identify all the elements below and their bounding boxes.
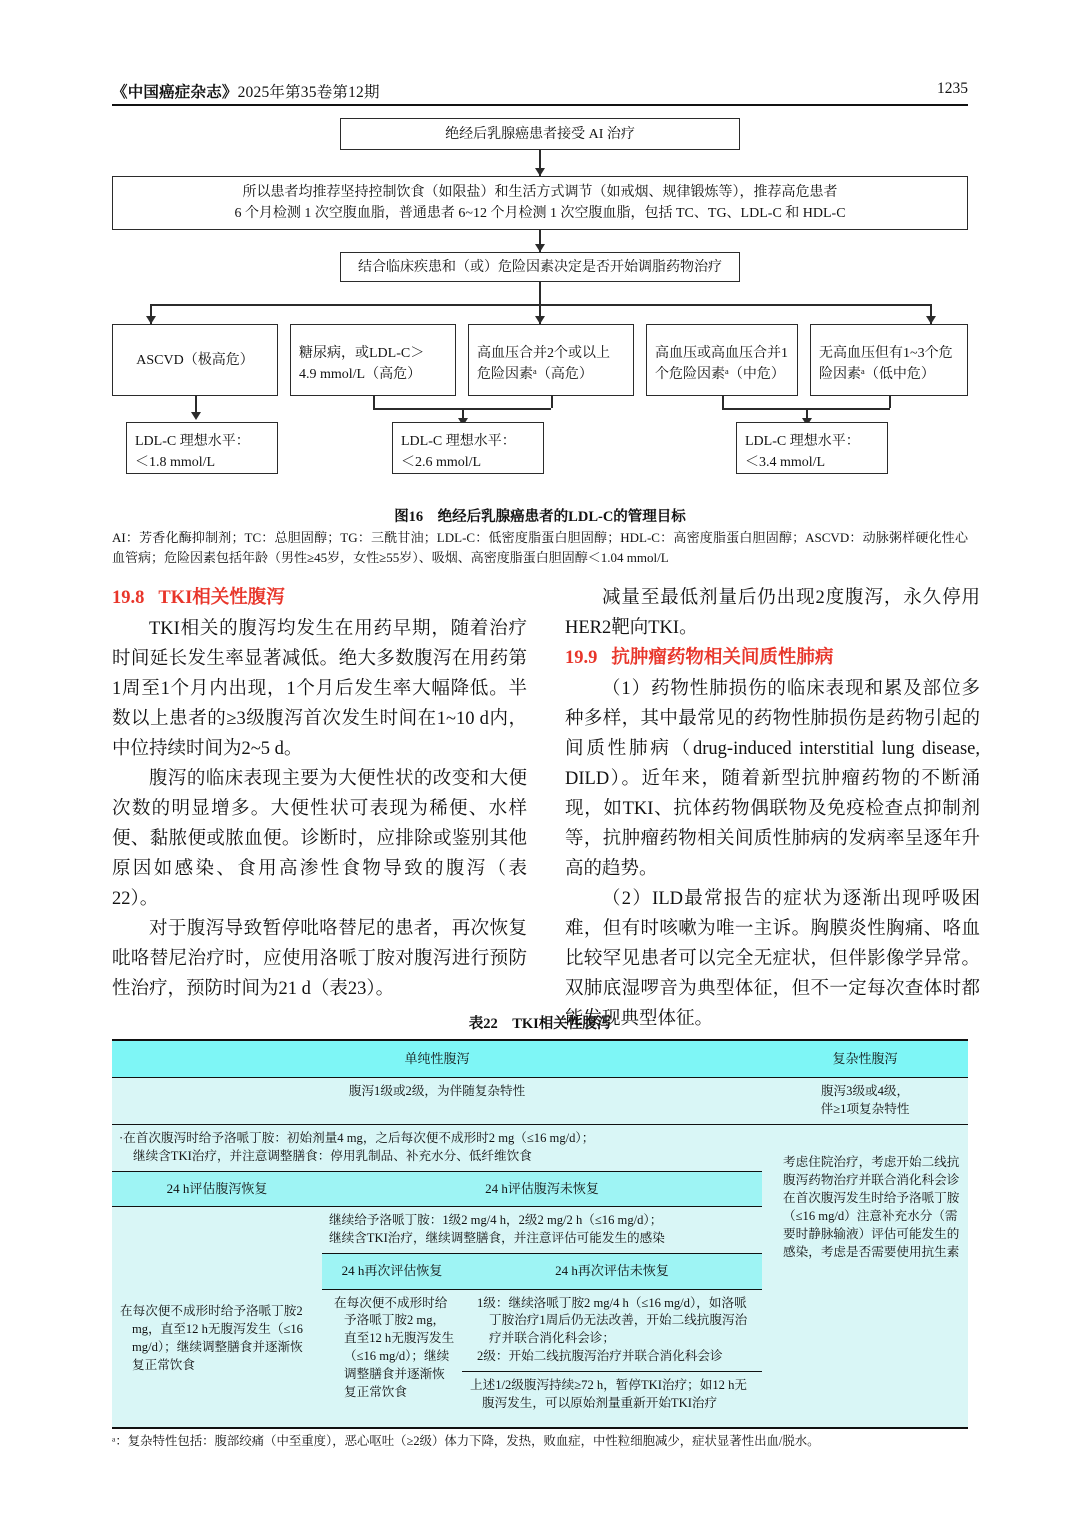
section-title-19-8: TKI相关性腹泻	[158, 588, 285, 608]
journal-title: 《中国癌症杂志》	[112, 84, 238, 101]
running-head-left	[112, 80, 380, 102]
connector-risk3-down	[551, 396, 553, 408]
risk3-line2: 危险因素ᵃ（高危）	[477, 367, 593, 382]
flow-box-lifestyle-line2: 6 个月检测 1 次空腹血脂，普通患者 6~12 个月检测 1 次空腹血脂，包括 TC、TG、LDL-C 和 HDL-C	[234, 206, 846, 221]
risk4-line2: 个危险因素ᵃ（中危）	[655, 367, 785, 382]
header-complex-diarrhea: 复杂性腹泻	[762, 1040, 968, 1078]
complex-diarrhea-action	[762, 1125, 968, 1428]
section-heading-19-8	[112, 584, 527, 614]
flow-box-decision: 结合临床疾患和（或）危险因素决定是否开始调脂药物治疗	[340, 252, 740, 282]
page-number: 1235	[937, 80, 968, 97]
risk5-line1: 无高血压但有1~3个危	[819, 346, 953, 361]
figure-abbreviation-note: AI：芳香化酶抑制剂；TC：总胆固醇；TG：三酰甘油；LDL-C：低密度脂蛋白胆固醇；HDL-C：高密度脂蛋白胆固醇；ASCVD：动脉粥样硬化性心血管病；危险因素包括年龄（男性≥45岁，女性≥55岁）、吸烟、高密度脂蛋白胆固醇＜1.04 mmol/L	[112, 530, 968, 566]
connector-risk5-down	[889, 396, 891, 408]
connector-risk4-down	[722, 396, 724, 408]
flow-box-lifestyle-line1: 所以患者均推荐坚持控制饮食（如限盐）和生活方式调节（如戒烟、规律锻炼等），推荐高危患者	[242, 185, 838, 200]
grade1-action: 1级：继续洛哌丁胺2 mg/4 h（≤16 mg/d），如洛哌丁胺治疗1周后仍无法改善，开始二线抗腹泻治疗并联合消化科会诊；	[477, 1295, 748, 1346]
table-22-wrapper	[112, 1012, 968, 1450]
grade-actions	[462, 1289, 762, 1372]
reassess-24h-recovered: 24 h再次评估恢复	[322, 1254, 462, 1289]
flow-box-target-18	[126, 422, 278, 474]
paragraph-tki-pyrotinib: 对于腹泻导致暂停吡咯替尼的患者，再次恢复吡咯替尼治疗时，应使用洛哌丁胺对腹泻进行预防性治疗，预防时间为21 d（表23）。	[112, 918, 527, 999]
recovered-action: 在每次便不成形时给予洛哌丁胺2 mg，直至12 h无腹泻发生（≤16 mg/d）；继续调整膳食并逐渐恢复正常饮食	[112, 1207, 322, 1428]
first-step-line2: 继续含TKI治疗，并注意调整膳食：停用乳制品、补充水分、低纤维饮食	[133, 1149, 532, 1164]
arrow-top-to-second	[535, 168, 545, 176]
flow-box-risk-nohtn	[810, 324, 968, 396]
assess-24h-recovered: 24 h评估腹泻恢复	[112, 1171, 322, 1206]
table-22-caption: 表22 TKI相关性腹泻	[468, 1016, 612, 1032]
not-recovered-action	[322, 1207, 762, 1254]
flow-box-risk-htn2	[468, 324, 634, 396]
target3-line2: ＜3.4 mmol/L	[745, 455, 826, 470]
target2-line2: ＜2.6 mmol/L	[401, 455, 482, 470]
table-row-first-step	[112, 1125, 968, 1172]
complex-action-line2: 在首次腹泻发生时给予洛哌丁胺（≤16 mg/d）注意补充水分（需要时静脉输液）评估可能发生的感染，考虑是否需要使用抗生素	[783, 1190, 960, 1259]
paragraph-ild-symptoms: （2）ILD最常报告的症状为逐渐出现呼吸困难，但有时咳嗽为唯一主诉。胸膜炎性胸痛、咯血比较罕见患者可以完全无症状，但伴影像学异常。双肺底湿啰音为典型体征，但不一定每次查体时都能发现典型体征。	[565, 888, 980, 1029]
arrow-second-to-third	[535, 244, 545, 252]
section-title-19-9: 抗肿瘤药物相关间质性肺病	[611, 647, 834, 668]
reassess-recovered-action: 在每次便不成形时给予洛哌丁胺2 mg，直至12 h无腹泻发生（≤16 mg/d）；继续调整膳食并逐渐恢复正常饮食	[322, 1289, 462, 1428]
arrow-target-1	[191, 412, 201, 420]
persist-action: 上述1/2级腹泻持续≥72 h，暂停TKI治疗；如12 h无腹泻发生，可以原始剂量重新开始TKI治疗	[462, 1372, 762, 1428]
target1-line2: ＜1.8 mmol/L	[135, 455, 216, 470]
target1-line1: LDL-C 理想水平：	[135, 434, 250, 449]
section-number-19-8: 19.8	[112, 588, 145, 608]
paragraph-tki-onset: TKI相关的腹泻均发生在用药早期，随着治疗时间延长发生率显著减低。绝大多数腹泻在用药第1周至1个月内出现，1个月后发生率大幅降低。半数以上患者的≥3级腹泻首次发生时间在1~10 d内，中位持续时间为2~5 d。	[112, 618, 527, 759]
not-recovered-action-line1: 继续给予洛哌丁胺：1级2 mg/4 h，2级2 mg/2 h（≤16 mg/d）；	[329, 1213, 663, 1228]
grade2-action: 2级：开始二线抗腹泻治疗并联合消化科会诊	[477, 1349, 723, 1364]
risk2-line2: 4.9 mmol/L（高危）	[299, 367, 422, 382]
risk3-line1: 高血压合并2个或以上	[477, 346, 610, 361]
figure-caption: 图16 绝经后乳腺癌患者的LDL-C的管理目标	[394, 509, 686, 525]
body-column-right	[565, 584, 980, 1035]
table-22	[112, 1039, 968, 1429]
header-simple-diarrhea: 单纯性腹泻	[112, 1040, 762, 1078]
journal-issue: 2025年第35卷第12期	[237, 84, 380, 101]
header-rule	[112, 104, 968, 106]
flow-box-top: 绝经后乳腺癌患者接受 AI 治疗	[340, 118, 740, 150]
connector-risk2-down	[373, 396, 375, 408]
definition-complex	[762, 1078, 968, 1125]
definition-simple: 腹泻1级或2级，为伴随复杂特性	[112, 1078, 762, 1125]
running-head	[112, 80, 968, 106]
flow-box-risk-diabetes	[290, 324, 456, 396]
definition-complex-line1: 腹泻3级或4级，	[820, 1084, 910, 1099]
paragraph-dild-definition: （1）药物性肺损伤的临床表现和累及部位多种多样，其中最常见的药物性肺损伤是药物引起的间质性肺病（drug-induced interstitial lung disease, DILD）。近年来，随着新型抗肿瘤药物的不断涌现，如TKI、抗体药物偶联物及免疫检查点抑制剂等，抗肿瘤药物相关间质性肺病的发病率呈逐年升高的趋势。	[565, 678, 980, 879]
risk2-line1: 糖尿病，或LDL-C＞	[299, 346, 425, 361]
reassess-24h-not-recovered: 24 h再次评估未恢复	[462, 1254, 762, 1289]
section-heading-19-9	[565, 644, 980, 674]
table-row-header	[112, 1040, 968, 1078]
flow-box-target-34	[736, 422, 888, 474]
flow-box-target-26	[392, 422, 544, 474]
paragraph-tki-presentation: 腹泻的临床表现主要为大便性状的改变和大便次数的明显增多。大便性状可表现为稀便、水样便、黏脓便或脓血便。诊断时，应排除或鉴别其他原因如感染、食用高渗性食物导致的腹泻（表22）。	[112, 768, 527, 909]
risk5-line2: 险因素ᵃ（低中危）	[819, 367, 935, 382]
arrow-branch-1	[146, 316, 156, 324]
assess-24h-not-recovered: 24 h评估腹泻未恢复	[322, 1171, 762, 1206]
first-step-instruction	[112, 1125, 762, 1172]
paragraph-dose-reduction: 减量至最低剂量后仍出现2度腹泻，永久停用HER2靶向TKI。	[565, 588, 980, 638]
complex-action-line1: 考虑住院治疗，考虑开始二线抗腹泻药物治疗并联合消化科会诊	[783, 1155, 960, 1188]
flowchart-figure-16	[112, 118, 968, 488]
flow-box-lifestyle	[112, 176, 968, 230]
section-number-19-9: 19.9	[565, 647, 598, 668]
table-22-footnote: ᵃ：复杂特性包括：腹部绞痛（中至重度），恶心呕吐（≥2级）体力下降，发热，败血症，中性粒细胞减少，症状显著性出血/脱水。	[112, 1433, 820, 1448]
target2-line1: LDL-C 理想水平：	[401, 434, 516, 449]
connector-decision-down	[539, 282, 541, 306]
flow-box-risk-htn1	[646, 324, 798, 396]
risk4-line1: 高血压或高血压合并1	[655, 346, 788, 361]
target3-line1: LDL-C 理想水平：	[745, 434, 860, 449]
first-step-line1: ·在首次腹泻时给予洛哌丁胺：初始剂量4 mg，之后每次便不成形时2 mg（≤16 mg/d）；	[119, 1131, 595, 1146]
table-row-definition	[112, 1078, 968, 1125]
arrow-branch-5	[926, 316, 936, 324]
flow-box-risk-ascvd: ASCVD（极高危）	[112, 324, 278, 396]
body-column-left	[112, 584, 527, 1005]
definition-complex-line2: 伴≥1项复杂特性	[820, 1102, 910, 1117]
not-recovered-action-line2: 继续含TKI治疗，继续调整膳食，并注意评估可能发生的感染	[329, 1231, 665, 1246]
arrow-branch-3	[535, 316, 545, 324]
